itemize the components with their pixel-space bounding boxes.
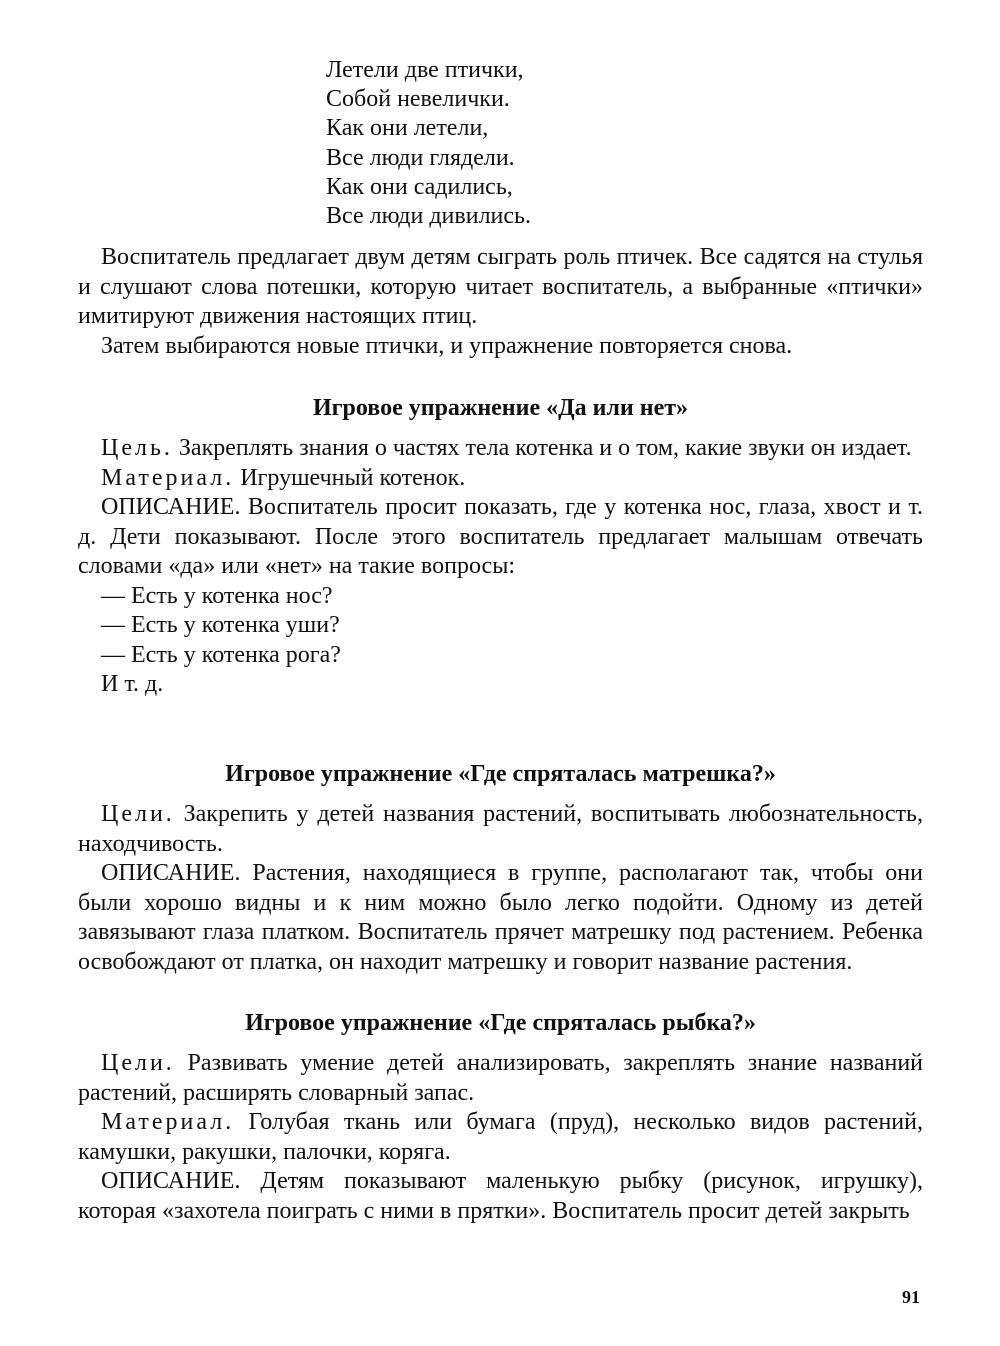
question-line: — Есть у котенка рога? — [101, 641, 341, 668]
material-label: Материал. — [101, 1109, 235, 1135]
description-text: Растения, находящиеся в группе, располагают так, чтобы они были хорошо видны и к ним можно было легко подойти. Одному из детей завязывают глаза платком. Воспитатель прячет матрешку под растением. Ребенка освобождают от платка, он находит матрешку и говорит название растения. — [78, 860, 923, 975]
poem-line: Как они садились, — [326, 173, 513, 200]
material-text: Голубая ткань или бумага (пруд), несколько видов растений, камушки, ракушки, палочки, коряга. — [78, 1109, 923, 1165]
page-number: 91 — [902, 1287, 920, 1307]
description-text: Воспитатель просит показать, где у котенка нос, глаза, хвост и т. д. Дети показывают. После этого воспитатель предлагает малышам отвечать словами «да» или «нет» на такие вопросы: — [78, 494, 923, 579]
goal-text: Закреплять знания о частях тела котенка и о том, какие звуки он издает. — [172, 435, 912, 461]
section2-body — [78, 800, 923, 977]
goal-label: Цели. — [101, 1050, 175, 1076]
description-text: Детям показывают маленькую рыбку (рисунок, игрушку), которая «захотела поиграть с ними в прятки». Воспитатель просит детей закрыть — [78, 1168, 923, 1224]
goal-text: Развивать умение детей анализировать, закреплять знание названий растений, расширять словарный запас. — [78, 1050, 923, 1106]
section3-body — [78, 1049, 923, 1226]
goal-label: Цель. — [101, 435, 173, 461]
question-line: — Есть у котенка нос? — [101, 582, 333, 609]
description-label: ОПИСАНИЕ. — [101, 494, 241, 520]
material-text: Игрушечный котенок. — [234, 464, 466, 491]
goal-label: Цели. — [101, 801, 175, 827]
poem-line: Все люди глядели. — [326, 144, 515, 171]
question-line: — Есть у котенка уши? — [101, 612, 340, 638]
etc-line: И т. д. — [101, 671, 164, 697]
poem-line: Все люди дивились. — [326, 203, 531, 230]
section-heading: Игровое упражнение «Да или нет» — [312, 395, 689, 421]
intro-paragraph: Затем выбираются новые птички, и упражнение повторяется снова. — [101, 332, 793, 359]
intro-block — [78, 243, 923, 361]
goal-text: Закрепить у детей названия растений, воспитывать любознательность, находчивость. — [78, 801, 923, 857]
material-paragraph — [78, 464, 923, 494]
section1-body — [78, 434, 923, 700]
goal-paragraph — [78, 434, 923, 464]
poem-line: Собой невелички. — [326, 86, 510, 113]
poem — [326, 56, 531, 231]
material-paragraph — [78, 1108, 923, 1167]
poem-line: Как они летели, — [326, 115, 489, 142]
goal-paragraph — [78, 1049, 923, 1108]
section-heading: Игровое упражнение «Где спряталась матрешка?» — [225, 761, 776, 787]
description-label: ОПИСАНИЕ. — [101, 1168, 241, 1194]
section-heading: Игровое упражнение «Где спряталась рыбка?» — [245, 1010, 756, 1036]
material-label: Материал. — [101, 464, 235, 491]
poem-line: Летели две птички, — [326, 57, 524, 83]
description-label: ОПИСАНИЕ. — [101, 860, 241, 886]
description-paragraph — [78, 859, 923, 977]
goal-paragraph — [78, 800, 923, 859]
description-paragraph — [78, 493, 923, 582]
description-paragraph — [78, 1167, 923, 1226]
intro-paragraph: Воспитатель предлагает двум детям сыграть роль птичек. Все садятся на стулья и слушают слова потешки, которую читает воспитатель, а выбранные «птички» имитируют движения настоящих птиц. — [78, 244, 923, 329]
